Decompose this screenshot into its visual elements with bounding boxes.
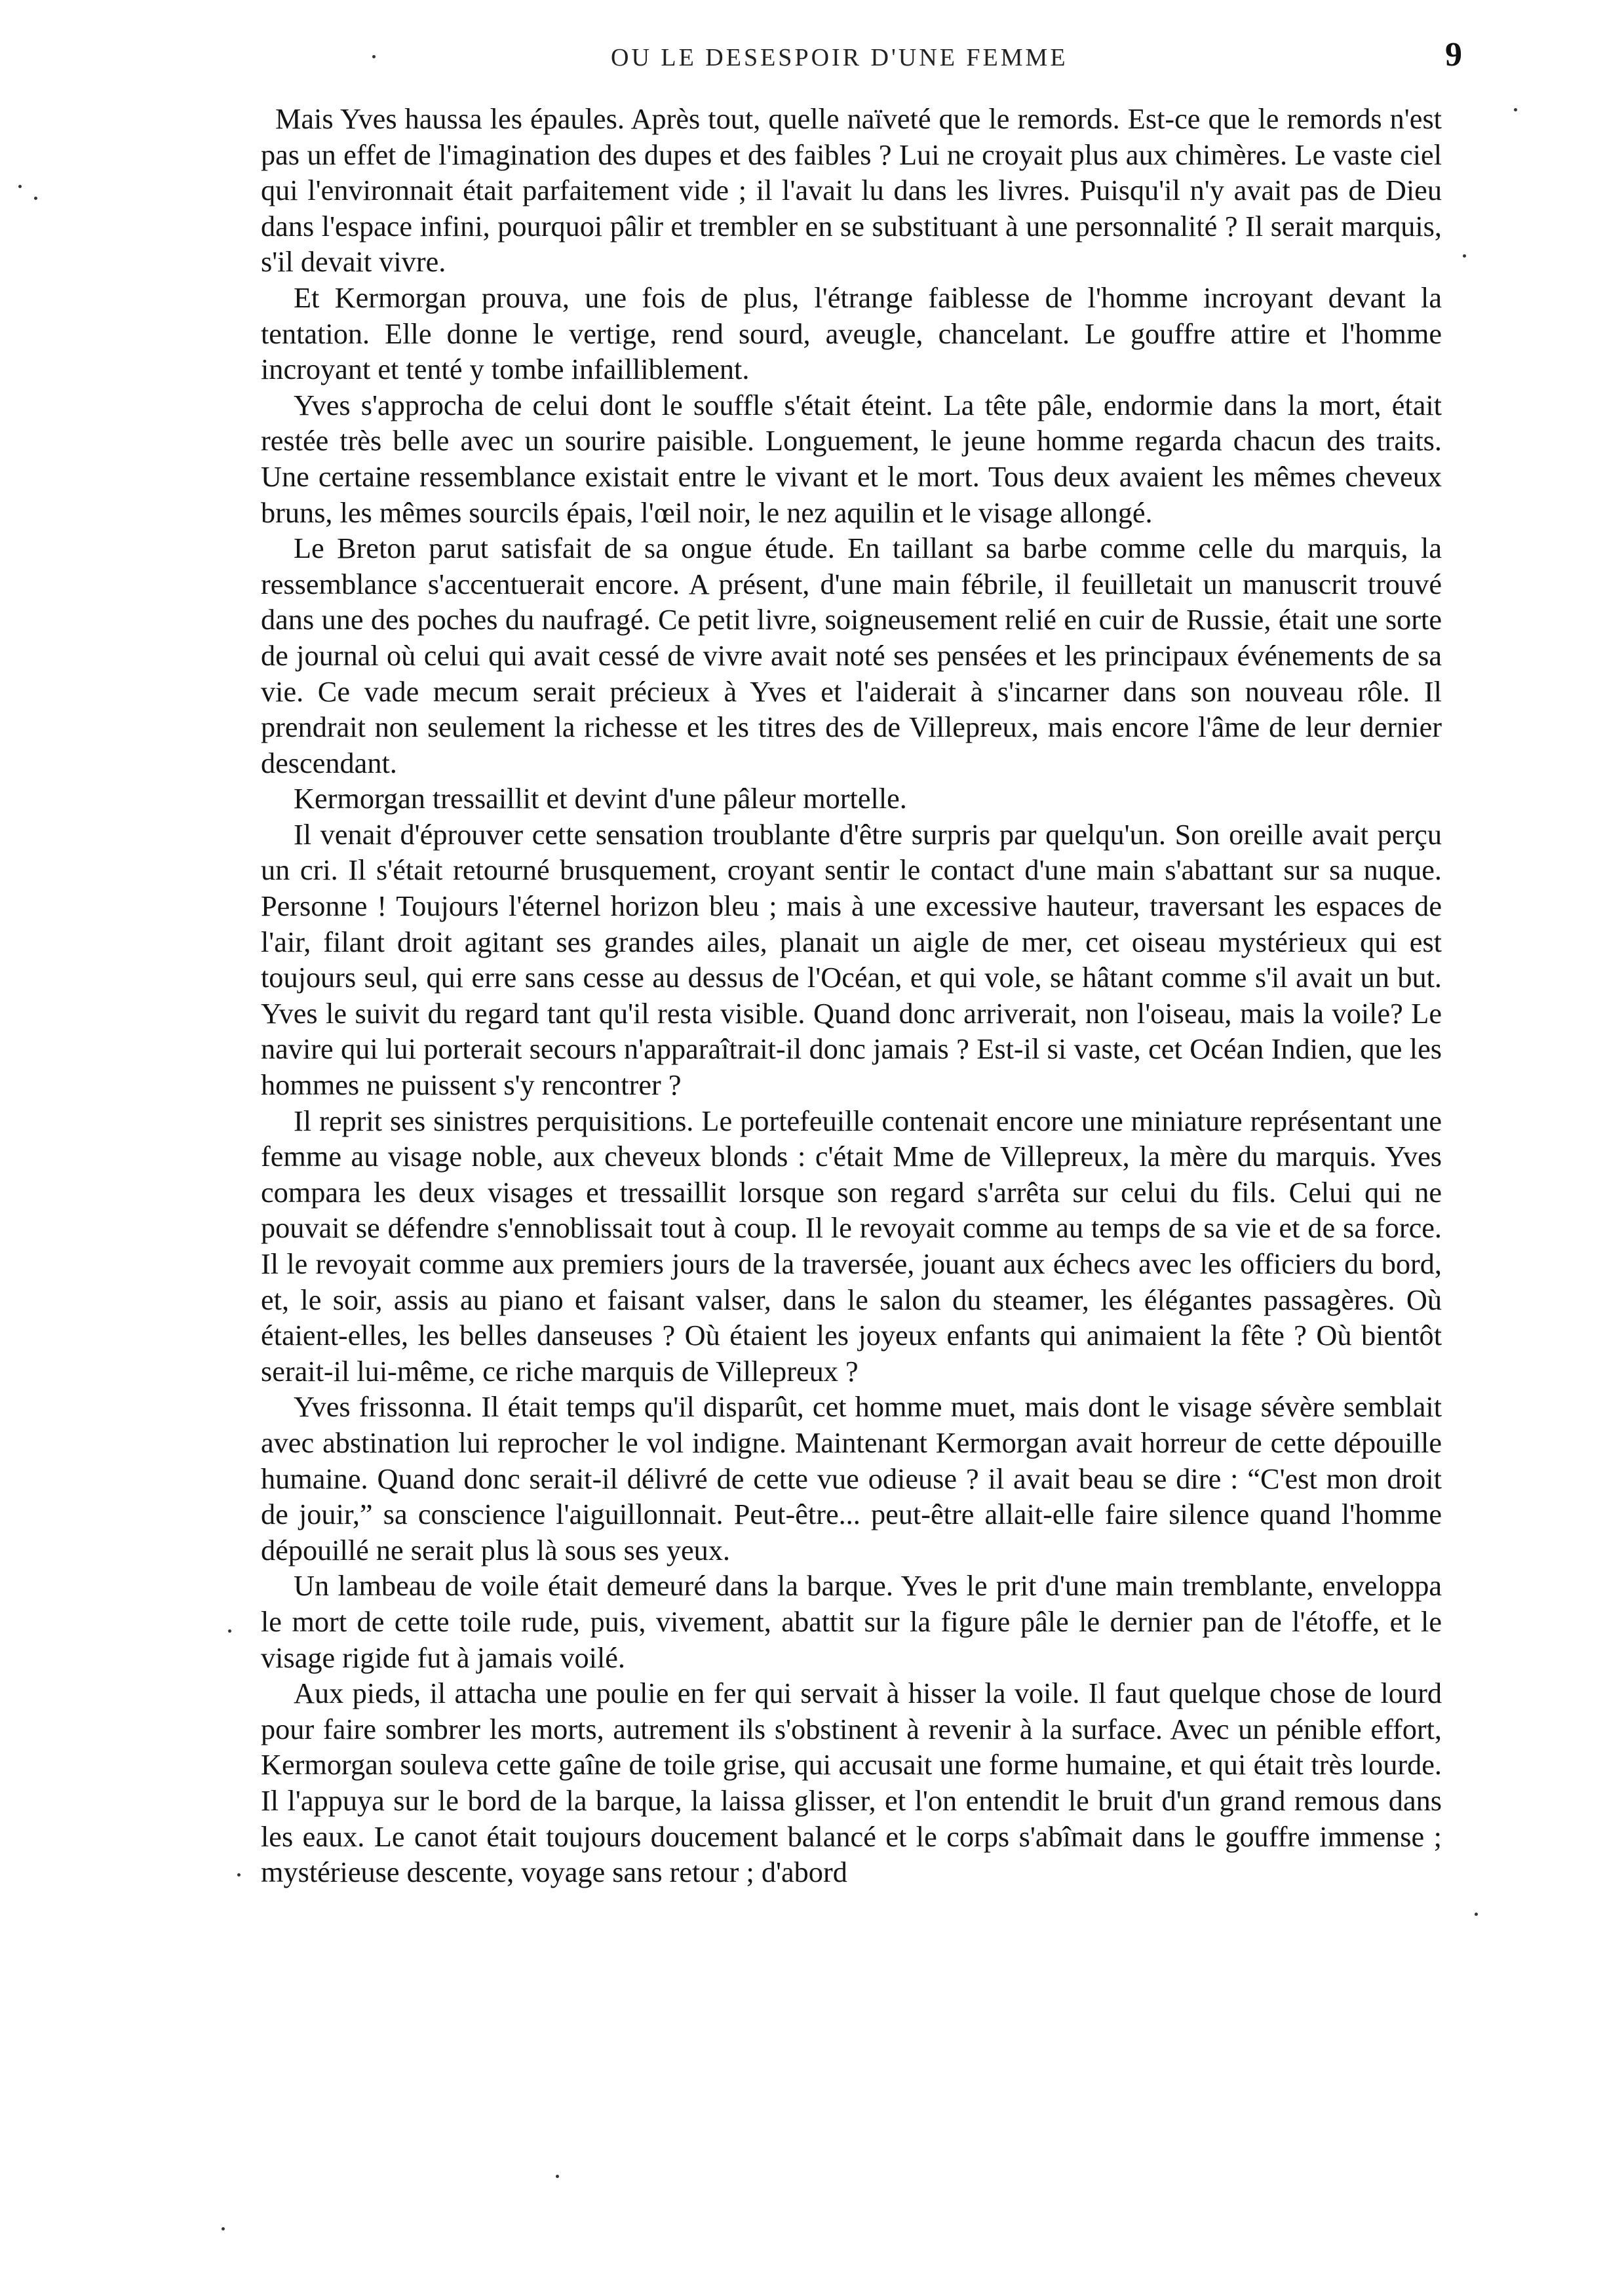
paragraph: Le Breton parut satisfait de sa ongue étude. En taillant sa barbe comme celle du marquis, la ressemblance s'accentuerait encore. A présent, d'une main fébrile, il feuilletait un manuscrit trouvé dans une des poches du naufragé. Ce petit livre, soigneusement relié en cuir de Russie, était une sorte de journal où celui qui avait cessé de vivre avait noté ses pensées et les principaux événements de sa vie. Ce vade mecum serait précieux à Yves et l'aiderait à s'incarner dans son nouveau rôle. Il prendrait non seulement la richesse et les titres des de Villepreux, mais encore l'âme de leur dernier descendant. — [261, 532, 1442, 779]
page-header — [270, 31, 1487, 90]
scan-speck — [237, 1873, 241, 1877]
scan-speck — [228, 1629, 231, 1633]
scan-speck — [1514, 108, 1517, 111]
page-number: 9 — [1445, 36, 1462, 73]
paragraph: Mais Yves haussa les épaules. Après tout, quelle naïveté que le remords. Est-ce que le remords n'est pas un effet de l'imagination des dupes et des faibles ? Lui ne croyait plus aux chimères. Le vaste ciel qui l'environnait était parfaitement vide ; il l'avait lu dans les livres. Puisqu'il n'y avait pas de Dieu dans l'espace infini, pourquoi pâlir et trembler en se substituant à une personnalité ? Il serait marquis, s'il devait vivre. — [261, 103, 1442, 279]
paragraph: Kermorgan tressaillit et devint d'une pâleur mortelle. — [294, 783, 907, 815]
paragraph: Aux pieds, il attacha une poulie en fer qui servait à hisser la voile. Il faut quelque chose de lourd pour faire sombrer les morts, autrement ils s'obstinent à revenir à la surface. Avec un pénible effort, Kermorgan souleva cette gaîne de toile grise, qui accusait une forme humaine, et qui était très lourde. Il l'appuya sur le bord de la barque, la laissa glisser, et l'on entendit le bruit d'un grand remous dans les eaux. Le canot était toujours doucement balancé et le corps s'abîmait dans le gouffre immense ; mystérieuse descente, voyage sans retour ; d'abord — [261, 1677, 1442, 1889]
paragraph: Yves s'approcha de celui dont le souffle s'était éteint. La tête pâle, endormie dans la mort, était restée très belle avec un sourire paisible. Longuement, le jeune homme regarda chacun des traits. Une certaine ressemblance existait entre le vivant et le mort. Tous deux avaient les mêmes cheveux bruns, les mêmes sourcils épais, l'œil noir, le nez aquilin et le visage allongé. — [261, 389, 1442, 529]
running-title: OU LE DESESPOIR D'UNE FEMME — [611, 44, 1068, 71]
paragraph: Il reprit ses sinistres perquisitions. Le portefeuille contenait encore une miniature représentant une femme au visage noble, aux cheveux blonds : c'était Mme de Villepreux, la mère du marquis. Yves compara les deux visages et tressaillit lorsque son regard s'arrêta sur celui du fils. Celui qui ne pouvait se défendre s'ennoblissait tout à coup. Il le revoyait comme au temps de sa vie et de sa force. Il le revoyait comme aux premiers jours de la traversée, jouant aux échecs avec les officiers du bord, et, le soir, assis au piano et faisant valser, dans le salon du steamer, les élégantes passagères. Où étaient-elles, les belles danseuses ? Où étaient les joyeux enfants qui animaient la fête ? Où bientôt serait-il lui-même, ce riche marquis de Villepreux ? — [261, 1104, 1442, 1388]
scan-speck — [1463, 254, 1466, 258]
scan-speck — [222, 2227, 225, 2230]
scan-speck — [556, 2175, 559, 2178]
scan-speck — [34, 197, 37, 200]
body-text — [261, 102, 1442, 1891]
paragraph: Yves frissonna. Il était temps qu'il disparût, cet homme muet, mais dont le visage sévère semblait avec abstination lui reprocher le vol indigne. Maintenant Kermorgan avait horreur de cette dépouille humaine. Quand donc serait-il délivré de cette vue odieuse ? il avait beau se dire : “C'est mon droit de jouir,” sa conscience l'aiguillonnait. Peut-être... peut-être allait-elle faire silence quand l'homme dépouillé ne serait plus là sous ses yeux. — [261, 1391, 1442, 1566]
scan-speck — [18, 185, 22, 188]
paragraph: Et Kermorgan prouva, une fois de plus, l'étrange faiblesse de l'homme incroyant devant la tentation. Elle donne le vertige, rend sourd, aveugle, chancelant. Le gouffre attire et l'homme incroyant et tenté y tombe infailliblement. — [261, 281, 1442, 386]
scan-speck — [372, 55, 376, 58]
paragraph: Un lambeau de voile était demeuré dans la barque. Yves le prit d'une main tremblante, enveloppa le mort de cette toile rude, puis, vivement, abattit sur la figure pâle le dernier pan de l'étoffe, et le visage rigide fut à jamais voilé. — [261, 1570, 1442, 1674]
paragraph: Il venait d'éprouver cette sensation troublante d'être surpris par quelqu'un. Son oreille avait perçu un cri. Il s'était retourné brusquement, croyant sentir le contact d'une main s'abattant sur sa nuque. Personne ! Toujours l'éternel horizon bleu ; mais à une excessive hauteur, traversant les espaces de l'air, filant droit agitant ses grandes ailes, planait un aigle de mer, cet oiseau mystérieux qui est toujours seul, qui erre sans cesse au dessus de l'Océan, et qui vole, se hâtant comme s'il avait un but. Yves le suivit du regard tant qu'il resta visible. Quand donc arriverait, non l'oiseau, mais la voile? Le navire qui lui porterait secours n'apparaîtrait-il donc jamais ? Est-il si vaste, cet Océan Indien, que les hommes ne puissent s'y rencontrer ? — [261, 818, 1442, 1102]
scan-speck — [1475, 1913, 1478, 1916]
